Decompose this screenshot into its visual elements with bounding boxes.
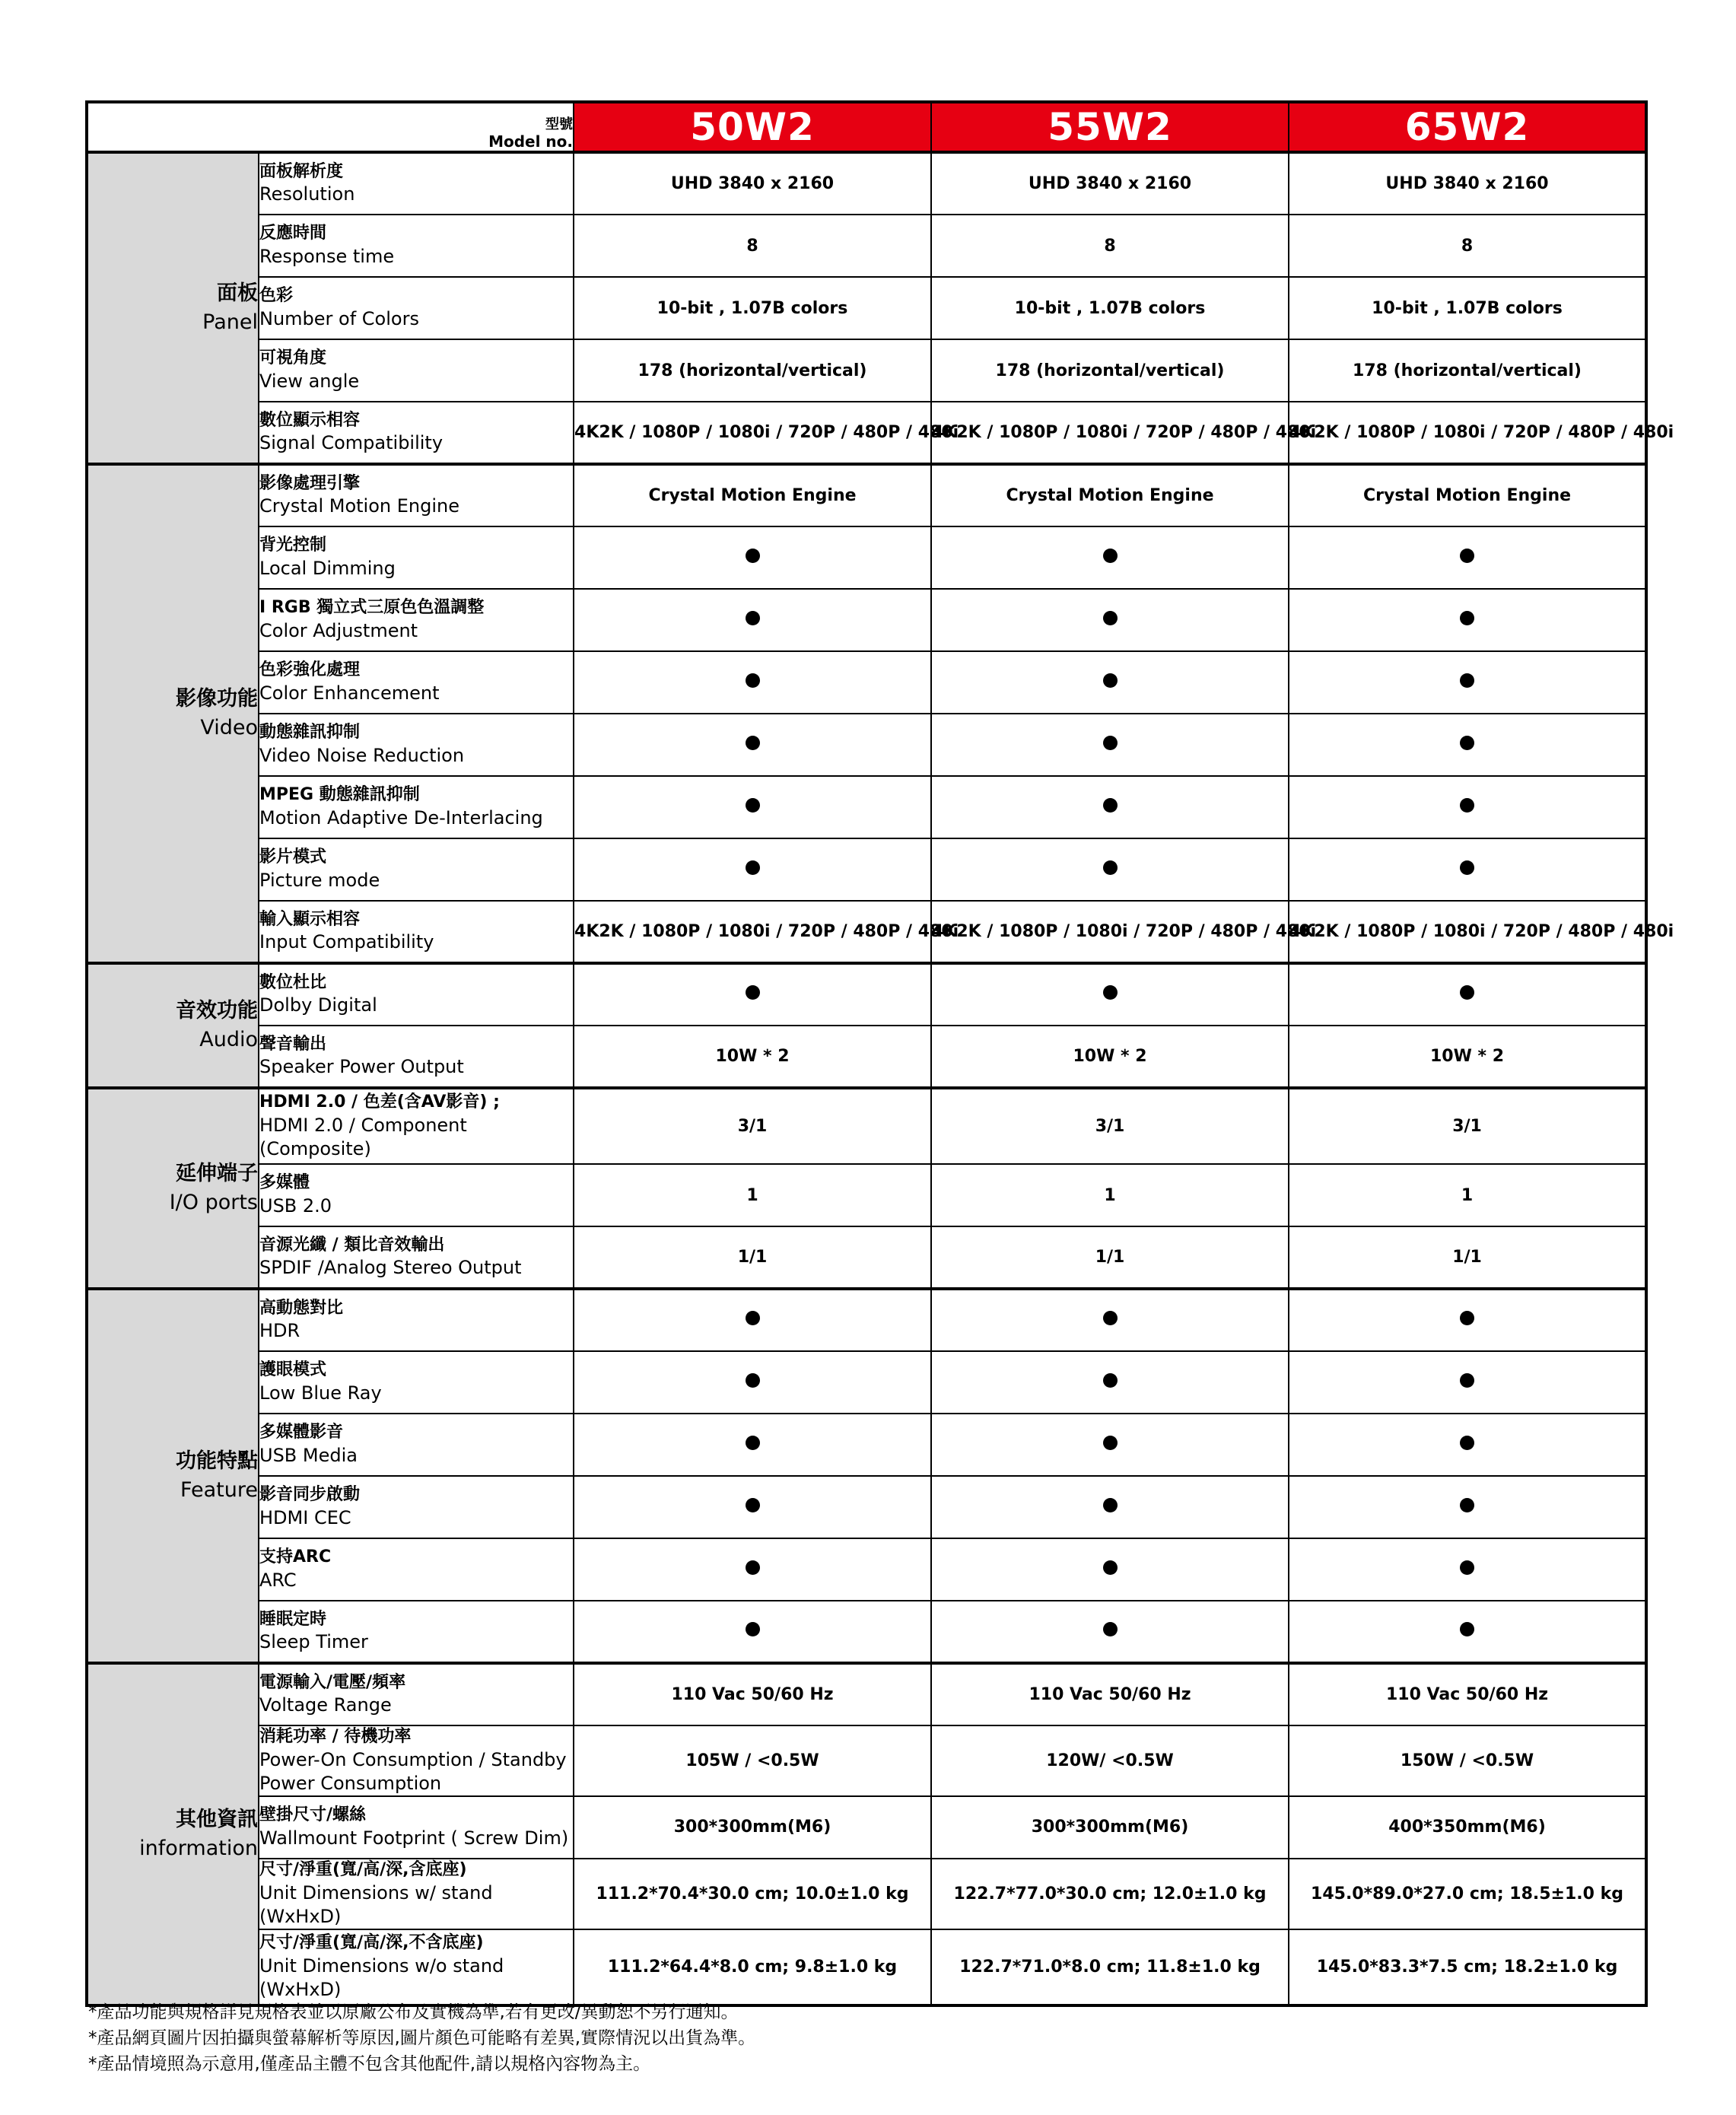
spec-label-en: Wallmount Footprint ( Screw Dim) — [259, 1827, 569, 1849]
spec-value: 110 Vac 50/60 Hz — [574, 1663, 931, 1725]
spec-value — [574, 1289, 931, 1351]
spec-label-en: HDR — [259, 1320, 300, 1342]
section-label — [87, 1088, 259, 1289]
spec-table — [85, 100, 1674, 2007]
spec-label-zh: 背光控制 — [259, 536, 327, 555]
spec-label — [259, 714, 574, 776]
table-row — [87, 1663, 1646, 1725]
spec-label-en: Video Noise Reduction — [259, 744, 465, 766]
spec-value — [574, 1414, 931, 1476]
supported-dot-icon — [746, 1311, 760, 1325]
supported-dot-icon — [746, 1622, 760, 1636]
table-row — [87, 651, 1646, 714]
spec-label — [259, 277, 574, 339]
spec-label — [259, 339, 574, 402]
spec-label — [259, 589, 574, 651]
section-label — [87, 1663, 259, 2005]
spec-label-en: Color Adjustment — [259, 619, 418, 641]
table-row — [87, 776, 1646, 838]
table-row — [87, 464, 1646, 526]
spec-label-zh: 影像處理引擎 — [259, 473, 361, 493]
table-row — [87, 1859, 1646, 1929]
spec-value: 120W/ <0.5W — [931, 1725, 1289, 1796]
spec-label — [259, 1929, 574, 2005]
spec-label-zh: HDMI 2.0 / 色差(含AV影音) ; — [259, 1092, 500, 1112]
supported-dot-icon — [746, 985, 760, 1000]
supported-dot-icon — [1460, 1373, 1474, 1388]
spec-value — [931, 776, 1289, 838]
supported-dot-icon — [1103, 1560, 1118, 1575]
spec-value: Crystal Motion Engine — [574, 464, 931, 526]
table-row — [87, 1796, 1646, 1859]
supported-dot-icon — [1460, 1622, 1474, 1636]
spec-value — [1289, 526, 1646, 589]
table-row — [87, 1538, 1646, 1601]
spec-value: 4K2K / 1080P / 1080i / 720P / 480P / 480i — [1289, 901, 1646, 963]
spec-label — [259, 1663, 574, 1725]
table-row — [87, 589, 1646, 651]
section-label-zh: 影像功能 — [176, 687, 258, 711]
supported-dot-icon — [746, 549, 760, 563]
spec-value: 3/1 — [1289, 1088, 1646, 1164]
spec-value: 178 (horizontal/vertical) — [1289, 339, 1646, 402]
spec-value: 111.2*70.4*30.0 cm; 10.0±1.0 kg — [574, 1859, 931, 1929]
spec-label-zh: 尺寸/淨重(寬/高/深,不含底座) — [259, 1932, 484, 1952]
spec-value: 178 (horizontal/vertical) — [931, 339, 1289, 402]
spec-label — [259, 152, 574, 215]
section-label-en: information — [139, 1836, 258, 1860]
supported-dot-icon — [1460, 1311, 1474, 1325]
spec-label — [259, 1088, 574, 1164]
spec-label — [259, 1725, 574, 1796]
spec-value — [1289, 1476, 1646, 1538]
spec-label — [259, 1414, 574, 1476]
supported-dot-icon — [746, 1498, 760, 1512]
table-row — [87, 1476, 1646, 1538]
supported-dot-icon — [1103, 673, 1118, 688]
spec-label — [259, 1601, 574, 1663]
spec-value — [574, 1476, 931, 1538]
table-row — [87, 1088, 1646, 1164]
spec-value: 145.0*89.0*27.0 cm; 18.5±1.0 kg — [1289, 1859, 1646, 1929]
table-row — [87, 1351, 1646, 1414]
spec-value: 4K2K / 1080P / 1080i / 720P / 480P / 480i — [1289, 402, 1646, 464]
spec-label-en: Picture mode — [259, 869, 380, 891]
spec-label-zh: 多媒體影音 — [259, 1423, 344, 1442]
section-label — [87, 152, 259, 464]
spec-label-en: Power-On Consumption / Standby Power Consumption — [259, 1748, 567, 1794]
spec-value: 10-bit , 1.07B colors — [574, 277, 931, 339]
spec-value — [574, 526, 931, 589]
spec-value: 105W / <0.5W — [574, 1725, 931, 1796]
spec-label — [259, 215, 574, 277]
spec-label — [259, 1796, 574, 1859]
model-label-en: Model no. — [488, 132, 574, 151]
supported-dot-icon — [1460, 736, 1474, 750]
supported-dot-icon — [1460, 1560, 1474, 1575]
spec-label-en: Resolution — [259, 183, 355, 205]
spec-value — [931, 838, 1289, 901]
spec-value — [931, 589, 1289, 651]
spec-value: 10W * 2 — [574, 1026, 931, 1088]
supported-dot-icon — [1460, 673, 1474, 688]
spec-value: 4K2K / 1080P / 1080i / 720P / 480P / 480i — [574, 402, 931, 464]
spec-value: Crystal Motion Engine — [1289, 464, 1646, 526]
section-label-en: I/O ports — [169, 1191, 258, 1214]
table-row — [87, 152, 1646, 215]
spec-label-zh: 睡眠定時 — [259, 1609, 327, 1629]
spec-value — [931, 1414, 1289, 1476]
spec-value: 4K2K / 1080P / 1080i / 720P / 480P / 480i — [931, 901, 1289, 963]
model-label-zh: 型號 — [545, 116, 574, 133]
spec-value: 10W * 2 — [931, 1026, 1289, 1088]
section-label-zh: 其他資訊 — [176, 1808, 258, 1832]
spec-value — [1289, 1351, 1646, 1414]
supported-dot-icon — [1103, 1311, 1118, 1325]
spec-label — [259, 526, 574, 589]
supported-dot-icon — [746, 1560, 760, 1575]
section-label-zh: 面板 — [217, 281, 258, 306]
spec-label-en: Sleep Timer — [259, 1631, 368, 1653]
spec-value: 178 (horizontal/vertical) — [574, 339, 931, 402]
spec-label-zh: 支持ARC — [259, 1547, 332, 1567]
section-label-zh: 功能特點 — [176, 1449, 258, 1474]
table-row — [87, 901, 1646, 963]
spec-label-en: HDMI CEC — [259, 1506, 351, 1528]
spec-label-en: Signal Compatibility — [259, 432, 444, 454]
spec-label-en: View angle — [259, 370, 360, 392]
table-row — [87, 1929, 1646, 2005]
supported-dot-icon — [1460, 1436, 1474, 1450]
section-label-en: Video — [200, 716, 258, 739]
spec-value — [574, 651, 931, 714]
spec-value — [574, 776, 931, 838]
spec-label-en: Low Blue Ray — [259, 1382, 382, 1404]
supported-dot-icon — [1460, 798, 1474, 813]
spec-value: 10W * 2 — [1289, 1026, 1646, 1088]
spec-label-en: ARC — [259, 1569, 297, 1591]
spec-label-zh: 消耗功率 / 待機功率 — [259, 1727, 412, 1746]
spec-label-zh: 數位顯示相容 — [259, 410, 361, 430]
spec-value: 10-bit , 1.07B colors — [931, 277, 1289, 339]
spec-value — [1289, 651, 1646, 714]
spec-value — [931, 714, 1289, 776]
spec-label — [259, 402, 574, 464]
supported-dot-icon — [1460, 611, 1474, 625]
spec-value: 8 — [931, 215, 1289, 277]
spec-label-zh: 色彩 — [259, 286, 294, 306]
spec-label — [259, 1476, 574, 1538]
section-label-en: Feature — [180, 1478, 258, 1502]
spec-value: 8 — [574, 215, 931, 277]
spec-label-zh: 多媒體 — [259, 1173, 310, 1193]
table-row — [87, 1725, 1646, 1796]
spec-label — [259, 1026, 574, 1088]
spec-value: 10-bit , 1.07B colors — [1289, 277, 1646, 339]
spec-value: 1/1 — [574, 1226, 931, 1289]
spec-value: 300*300mm(M6) — [574, 1796, 931, 1859]
spec-value — [574, 589, 931, 651]
spec-label-en: USB 2.0 — [259, 1194, 332, 1217]
spec-value: 122.7*77.0*30.0 cm; 12.0±1.0 kg — [931, 1859, 1289, 1929]
supported-dot-icon — [1103, 1436, 1118, 1450]
spec-label-zh: MPEG 動態雜訊抑制 — [259, 785, 420, 805]
spec-value: 4K2K / 1080P / 1080i / 720P / 480P / 480i — [574, 901, 931, 963]
spec-label-zh: I RGB 獨立式三原色色溫調整 — [259, 598, 485, 618]
footnote: *產品功能與規格詳見規格表並以原廠公布及實機為準,若有更改/異動恕不另行通知。 — [88, 2002, 739, 2022]
spec-value — [931, 1538, 1289, 1601]
spec-value: 122.7*71.0*8.0 cm; 11.8±1.0 kg — [931, 1929, 1289, 2005]
spec-label-en: Speaker Power Output — [259, 1056, 464, 1078]
table-row — [87, 963, 1646, 1026]
supported-dot-icon — [1103, 1373, 1118, 1388]
section-label — [87, 963, 259, 1088]
spec-value: UHD 3840 x 2160 — [1289, 152, 1646, 215]
spec-value — [574, 838, 931, 901]
spec-value — [574, 1351, 931, 1414]
spec-label-en: USB Media — [259, 1444, 358, 1466]
model-header-50w2: 50W2 — [574, 102, 931, 152]
supported-dot-icon — [1103, 611, 1118, 625]
spec-value — [931, 1476, 1289, 1538]
spec-label-en: Crystal Motion Engine — [259, 495, 459, 517]
section-label-en: Panel — [202, 310, 258, 334]
spec-value: 1/1 — [931, 1226, 1289, 1289]
table-row — [87, 838, 1646, 901]
supported-dot-icon — [746, 1436, 760, 1450]
spec-value: 1 — [574, 1164, 931, 1226]
spec-label-en: Local Dimming — [259, 557, 396, 579]
spec-value — [931, 526, 1289, 589]
spec-label — [259, 1289, 574, 1351]
supported-dot-icon — [1460, 549, 1474, 563]
section-label — [87, 1289, 259, 1663]
supported-dot-icon — [746, 798, 760, 813]
spec-value — [574, 1538, 931, 1601]
spec-value: 3/1 — [931, 1088, 1289, 1164]
spec-value — [931, 1289, 1289, 1351]
spec-label-zh: 高動態對比 — [259, 1298, 344, 1318]
supported-dot-icon — [1103, 860, 1118, 875]
table-row — [87, 402, 1646, 464]
spec-value — [574, 714, 931, 776]
supported-dot-icon — [746, 673, 760, 688]
supported-dot-icon — [1460, 985, 1474, 1000]
spec-value: 111.2*64.4*8.0 cm; 9.8±1.0 kg — [574, 1929, 931, 2005]
spec-value: UHD 3840 x 2160 — [931, 152, 1289, 215]
table-row — [87, 215, 1646, 277]
supported-dot-icon — [746, 860, 760, 875]
spec-label-en: Unit Dimensions w/ stand (WxHxD) — [259, 1881, 493, 1927]
supported-dot-icon — [1103, 985, 1118, 1000]
supported-dot-icon — [1460, 1498, 1474, 1512]
spec-label-en: Voltage Range — [259, 1694, 392, 1716]
spec-value: 1/1 — [1289, 1226, 1646, 1289]
section-label — [87, 464, 259, 963]
table-row — [87, 1226, 1646, 1289]
spec-label-en: Dolby Digital — [259, 994, 377, 1016]
model-header-65w2: 65W2 — [1289, 102, 1646, 152]
spec-value — [1289, 1289, 1646, 1351]
footnote: *產品情境照為示意用,僅產品主體不包含其他配件,請以規格內容物為主。 — [88, 2054, 651, 2074]
table-row — [87, 714, 1646, 776]
supported-dot-icon — [1103, 736, 1118, 750]
table-row — [87, 1414, 1646, 1476]
spec-value: UHD 3840 x 2160 — [574, 152, 931, 215]
spec-label-en: HDMI 2.0 / Component (Composite) — [259, 1114, 467, 1159]
spec-label-zh: 電源輸入/電壓/頻率 — [259, 1672, 406, 1692]
spec-label — [259, 1226, 574, 1289]
section-label-zh: 音效功能 — [176, 999, 258, 1023]
spec-label — [259, 464, 574, 526]
spec-value: 145.0*83.3*7.5 cm; 18.2±1.0 kg — [1289, 1929, 1646, 2005]
spec-label-zh: 動態雜訊抑制 — [259, 723, 361, 743]
spec-label — [259, 963, 574, 1026]
table-row — [87, 1601, 1646, 1663]
spec-value: 8 — [1289, 215, 1646, 277]
spec-value: 150W / <0.5W — [1289, 1725, 1646, 1796]
spec-label — [259, 651, 574, 714]
supported-dot-icon — [1103, 549, 1118, 563]
spec-value — [1289, 963, 1646, 1026]
spec-value — [931, 1351, 1289, 1414]
spec-label-zh: 可視角度 — [259, 348, 327, 368]
supported-dot-icon — [1103, 1622, 1118, 1636]
supported-dot-icon — [746, 1373, 760, 1388]
header-row — [87, 102, 1646, 152]
spec-value — [574, 963, 931, 1026]
spec-label-en: Number of Colors — [259, 307, 419, 329]
table-row — [87, 1164, 1646, 1226]
table-row — [87, 1289, 1646, 1351]
spec-label-en: Color Enhancement — [259, 682, 440, 704]
spec-value — [931, 963, 1289, 1026]
model-label-cell — [87, 102, 574, 152]
spec-value — [1289, 589, 1646, 651]
spec-label — [259, 1164, 574, 1226]
spec-label — [259, 1351, 574, 1414]
spec-label — [259, 901, 574, 963]
spec-value — [1289, 714, 1646, 776]
spec-label-zh: 聲音輸出 — [259, 1034, 327, 1054]
spec-label — [259, 838, 574, 901]
spec-value — [1289, 838, 1646, 901]
spec-label-zh: 面板解析度 — [259, 161, 344, 181]
spec-label-en: Unit Dimensions w/o stand (WxHxD) — [259, 1954, 504, 2000]
spec-label-zh: 數位杜比 — [259, 972, 327, 992]
spec-label-zh: 護眼模式 — [259, 1360, 327, 1380]
spec-label-zh: 影音同步啟動 — [259, 1485, 361, 1505]
spec-value — [1289, 1414, 1646, 1476]
table-row — [87, 1026, 1646, 1088]
spec-label — [259, 1538, 574, 1601]
supported-dot-icon — [1103, 1498, 1118, 1512]
spec-value — [574, 1601, 931, 1663]
table-row — [87, 277, 1646, 339]
spec-label-en: Motion Adaptive De-Interlacing — [259, 806, 543, 829]
spec-label-en: SPDIF /Analog Stereo Output — [259, 1257, 522, 1279]
spec-label-zh: 壁掛尺寸/螺絲 — [259, 1805, 367, 1825]
spec-value: 110 Vac 50/60 Hz — [1289, 1663, 1646, 1725]
spec-label-en: Response time — [259, 245, 395, 267]
footnote: *產品網頁圖片因拍攝與螢幕解析等原因,圖片顏色可能略有差異,實際情況以出貨為準。 — [88, 2028, 756, 2048]
spec-value: 300*300mm(M6) — [931, 1796, 1289, 1859]
spec-value — [1289, 1538, 1646, 1601]
section-label-en: Audio — [199, 1028, 258, 1051]
spec-label — [259, 776, 574, 838]
spec-value — [931, 651, 1289, 714]
spec-value: Crystal Motion Engine — [931, 464, 1289, 526]
spec-value: 1 — [931, 1164, 1289, 1226]
table-row — [87, 339, 1646, 402]
section-label-zh: 延伸端子 — [176, 1162, 258, 1186]
spec-label-zh: 音源光纖 / 類比音效輸出 — [259, 1235, 445, 1255]
spec-value: 4K2K / 1080P / 1080i / 720P / 480P / 480i — [931, 402, 1289, 464]
model-header-55w2: 55W2 — [931, 102, 1289, 152]
spec-value: 3/1 — [574, 1088, 931, 1164]
spec-value — [931, 1601, 1289, 1663]
spec-value — [1289, 776, 1646, 838]
spec-value — [1289, 1601, 1646, 1663]
spec-label-zh: 色彩強化處理 — [259, 660, 361, 680]
supported-dot-icon — [746, 611, 760, 625]
spec-label-en: Input Compatibility — [259, 931, 434, 953]
spec-value: 1 — [1289, 1164, 1646, 1226]
supported-dot-icon — [746, 736, 760, 750]
table-row — [87, 526, 1646, 589]
spec-label — [259, 1859, 574, 1929]
spec-value: 110 Vac 50/60 Hz — [931, 1663, 1289, 1725]
spec-label-zh: 反應時間 — [259, 224, 327, 243]
supported-dot-icon — [1460, 860, 1474, 875]
spec-label-zh: 輸入顯示相容 — [259, 909, 361, 929]
spec-label-zh: 尺寸/淨重(寬/高/深,含底座) — [259, 1859, 467, 1879]
supported-dot-icon — [1103, 798, 1118, 813]
spec-value: 400*350mm(M6) — [1289, 1796, 1646, 1859]
spec-label-zh: 影片模式 — [259, 848, 327, 867]
footnotes — [88, 1999, 755, 2077]
